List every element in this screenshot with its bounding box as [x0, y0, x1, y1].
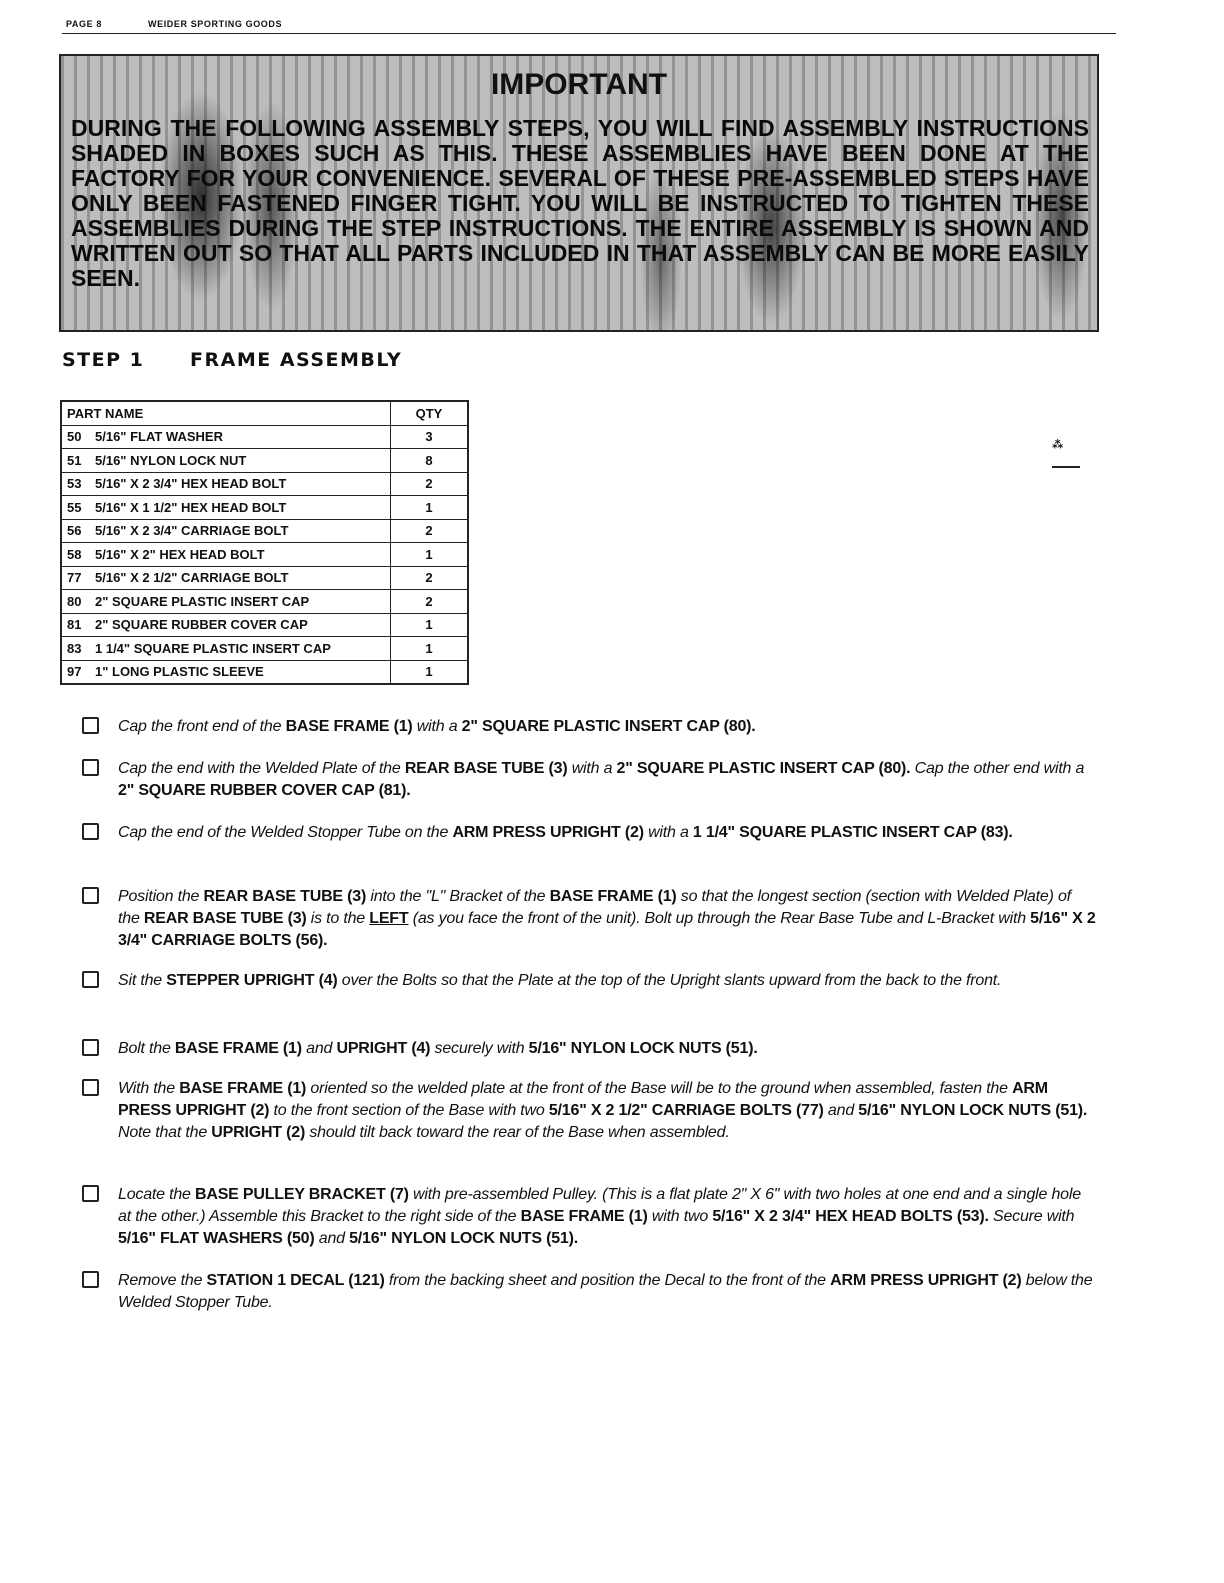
important-title: IMPORTANT: [490, 68, 668, 101]
instruction-part-ref: REAR BASE TUBE (3): [143, 910, 307, 927]
instruction-phrase: Sit the: [118, 972, 167, 989]
instruction-phrase: and: [823, 1102, 859, 1119]
instruction-phrase: with two: [647, 1208, 713, 1225]
instruction-part-ref: 5/16" X 2 3/4" HEX HEAD BOLTS (53).: [712, 1208, 989, 1225]
instruction-part-ref: BASE FRAME (1): [285, 718, 413, 735]
parts-table-header: [61, 401, 468, 425]
instruction-part-ref: 5/16" FLAT WASHERS (50): [118, 1230, 315, 1247]
instruction-phrase: with a: [643, 824, 693, 841]
step-title: FRAME ASSEMBLY: [190, 349, 403, 371]
instruction-part-ref: ARM PRESS UPRIGHT (2): [118, 1080, 1048, 1119]
part-name-cell: [61, 543, 391, 567]
part-row: [61, 637, 468, 661]
instruction-part-ref: LEFT: [369, 910, 409, 927]
part-name-cell: [61, 660, 391, 684]
instruction-part-ref: REAR BASE TUBE (3): [404, 760, 568, 777]
page-number: PAGE 8: [66, 19, 102, 29]
instruction-part-ref: UPRIGHT (4): [336, 1040, 431, 1057]
part-name: 5/16" X 2 3/4" HEX HEAD BOLT: [95, 476, 287, 492]
instruction-part-ref: ARM PRESS UPRIGHT (2): [452, 824, 644, 841]
instruction-item: [82, 822, 1096, 844]
instruction-phrase: oriented so the welded plate at the front of the Base will be to the ground when assembled, fasten the: [306, 1080, 1013, 1097]
part-name-header: PART NAME: [61, 401, 391, 425]
part-name-cell: [61, 590, 391, 614]
instruction-checkbox[interactable]: [82, 887, 99, 904]
part-name-cell: [61, 449, 391, 473]
instruction-text: [118, 1184, 1096, 1250]
part-name: 5/16" X 2" HEX HEAD BOLT: [95, 546, 265, 562]
part-number: 53: [67, 476, 82, 492]
instruction-part-ref: 2" SQUARE PLASTIC INSERT CAP (80).: [616, 760, 911, 777]
instruction-part-ref: STATION 1 DECAL (121): [206, 1272, 385, 1289]
part-name-cell: [61, 496, 391, 520]
instruction-checkbox[interactable]: [82, 1271, 99, 1288]
parts-table: [60, 400, 469, 685]
part-row: [61, 590, 468, 614]
instruction-phrase: Note that the: [118, 1124, 212, 1141]
important-body: DURING THE FOLLOWING ASSEMBLY STEPS, YOU WILL FIND ASSEMBLY INSTRUCTIONS SHADED IN BOXES SUCH AS THIS. THESE ASSEMBLIES HAVE BEEN DONE AT THE FACTORY FOR YOUR CONVENIENCE. SEVERAL OF THESE PRE-ASSEMBLED STEPS HAVE ONLY BEEN FASTENED FINGER TIGHT. YOU WILL BE INSTRUCTED TO TIGHTEN THESE ASSEMBLIES DURING THE STEP INSTRUCTIONS. THE ENTIRE ASSEMBLY IS SHOWN AND WRITTEN OUT SO THAT ALL PARTS INCLUDED IN THAT ASSEMBLY CAN BE MORE EASILY SEEN.: [71, 115, 1089, 291]
instruction-part-ref: 5/16" NYLON LOCK NUTS (51).: [528, 1040, 758, 1057]
instruction-part-ref: 5/16" NYLON LOCK NUTS (51).: [349, 1230, 578, 1247]
important-notice-box: [59, 54, 1099, 332]
instruction-part-ref: 5/16" X 2 3/4" CARRIAGE BOLTS (56).: [118, 910, 1096, 949]
part-row: [61, 496, 468, 520]
part-qty: 1: [391, 496, 469, 520]
instruction-text: [118, 716, 1096, 738]
instruction-phrase: with a: [567, 760, 617, 777]
instruction-phrase: over the Bolts so that the Plate at the top of the Upright slants upward from the back to the front.: [337, 972, 1002, 989]
part-name-cell: [61, 613, 391, 637]
instruction-phrase: with pre-assembled Pulley. (This is a flat plate 2" X 6" with two holes at one end and a single hole at the other.) Assemble this Bracket to the right side of the: [118, 1186, 1081, 1225]
instruction-part-ref: UPRIGHT (2): [211, 1124, 306, 1141]
instruction-phrase: to the front section of the Base with two: [269, 1102, 549, 1119]
part-qty: 2: [391, 590, 469, 614]
part-qty: 2: [391, 472, 469, 496]
instruction-part-ref: ARM PRESS UPRIGHT (2): [830, 1272, 1022, 1289]
instruction-phrase: with a: [412, 718, 462, 735]
instruction-phrase: (as you face the front of the unit). Bolt up through the Rear Base Tube and L-Bracket with: [408, 910, 1031, 927]
part-name-cell: [61, 472, 391, 496]
part-row: [61, 613, 468, 637]
instruction-phrase: With the: [118, 1080, 180, 1097]
part-number: 77: [67, 570, 82, 586]
instruction-item: [82, 970, 1096, 992]
part-number: 81: [67, 617, 82, 633]
part-number: 55: [67, 499, 82, 515]
instruction-text: [118, 822, 1096, 844]
part-qty: 2: [391, 519, 469, 543]
instruction-part-ref: BASE FRAME (1): [520, 1208, 648, 1225]
margin-mark-line: [1052, 466, 1080, 468]
company-name: WEIDER SPORTING GOODS: [148, 19, 283, 29]
margin-mark: ⁂: [1052, 439, 1064, 451]
instruction-checkbox[interactable]: [82, 1079, 99, 1096]
part-qty: 1: [391, 660, 469, 684]
instruction-phrase: Position the: [118, 888, 204, 905]
instruction-phrase: and: [314, 1230, 350, 1247]
part-qty: 1: [391, 637, 469, 661]
instruction-checkbox[interactable]: [82, 717, 99, 734]
instruction-item: [82, 1184, 1096, 1250]
part-number: 83: [67, 640, 82, 656]
part-name-cell: [61, 566, 391, 590]
part-name: 2" SQUARE PLASTIC INSERT CAP: [95, 593, 310, 609]
instruction-phrase: below the Welded Stopper Tube.: [118, 1272, 1093, 1311]
part-qty: 8: [391, 449, 469, 473]
part-row: [61, 472, 468, 496]
part-name: 5/16" X 2 1/2" CARRIAGE BOLT: [95, 570, 289, 586]
step-number: STEP 1: [62, 349, 145, 371]
instruction-item: [82, 1270, 1096, 1314]
instruction-text: [118, 970, 1096, 992]
instruction-phrase: Cap the other end with a: [910, 760, 1085, 777]
instruction-item: [82, 1038, 1096, 1060]
part-name: 1" LONG PLASTIC SLEEVE: [95, 664, 264, 680]
instruction-phrase: securely with: [430, 1040, 529, 1057]
instruction-part-ref: BASE FRAME (1): [174, 1040, 302, 1057]
instruction-part-ref: 1 1/4" SQUARE PLASTIC INSERT CAP (83).: [692, 824, 1013, 841]
instruction-part-ref: BASE FRAME (1): [179, 1080, 307, 1097]
instruction-checkbox[interactable]: [82, 759, 99, 776]
step-heading: [62, 349, 402, 371]
part-row: [61, 449, 468, 473]
part-qty: 3: [391, 425, 469, 449]
instruction-checkbox[interactable]: [82, 1185, 99, 1202]
part-number: 58: [67, 546, 82, 562]
instruction-text: [118, 758, 1096, 802]
instruction-checkbox[interactable]: [82, 971, 99, 988]
part-name: 1 1/4" SQUARE PLASTIC INSERT CAP: [95, 640, 331, 656]
part-qty: 2: [391, 566, 469, 590]
part-number: 56: [67, 523, 82, 539]
instruction-part-ref: 2" SQUARE RUBBER COVER CAP (81).: [118, 782, 411, 799]
instruction-phrase: Cap the front end of the: [118, 718, 286, 735]
part-name: 5/16" FLAT WASHER: [95, 429, 223, 445]
part-qty: 1: [391, 613, 469, 637]
instruction-checkbox[interactable]: [82, 1039, 99, 1056]
part-row: [61, 566, 468, 590]
part-row: [61, 425, 468, 449]
part-name: 2" SQUARE RUBBER COVER CAP: [95, 617, 308, 633]
instruction-phrase: and: [301, 1040, 337, 1057]
instruction-phrase: is to the: [306, 910, 370, 927]
instruction-part-ref: 2" SQUARE PLASTIC INSERT CAP (80).: [461, 718, 756, 735]
instruction-phrase: Bolt the: [118, 1040, 175, 1057]
part-name: 5/16" X 2 3/4" CARRIAGE BOLT: [95, 523, 289, 539]
instruction-item: [82, 758, 1096, 802]
instruction-part-ref: BASE PULLEY BRACKET (7): [194, 1186, 409, 1203]
part-name-cell: [61, 637, 391, 661]
part-name-cell: [61, 425, 391, 449]
part-row: [61, 660, 468, 684]
instruction-text: [118, 1078, 1096, 1144]
part-qty: 1: [391, 543, 469, 567]
instruction-part-ref: 5/16" X 2 1/2" CARRIAGE BOLTS (77): [548, 1102, 824, 1119]
instruction-part-ref: STEPPER UPRIGHT (4): [166, 972, 338, 989]
part-row: [61, 543, 468, 567]
instruction-text: [118, 1038, 1096, 1060]
part-name-cell: [61, 519, 391, 543]
part-name: 5/16" NYLON LOCK NUT: [95, 452, 247, 468]
instruction-phrase: Locate the: [118, 1186, 195, 1203]
qty-header: QTY: [391, 401, 469, 425]
instruction-phrase: should tilt back toward the rear of the Base when assembled.: [305, 1124, 730, 1141]
instruction-checkbox[interactable]: [82, 823, 99, 840]
parts-table-body: [61, 425, 468, 684]
part-number: 97: [67, 664, 82, 680]
part-name: 5/16" X 1 1/2" HEX HEAD BOLT: [95, 499, 287, 515]
page-header: [62, 19, 1116, 34]
instruction-part-ref: 5/16" NYLON LOCK NUTS (51).: [858, 1102, 1088, 1119]
instruction-item: [82, 716, 1096, 738]
instruction-text: [118, 1270, 1096, 1314]
instruction-part-ref: REAR BASE TUBE (3): [203, 888, 367, 905]
instruction-phrase: Cap the end with the Welded Plate of the: [118, 760, 405, 777]
instruction-phrase: into the "L" Bracket of the: [366, 888, 550, 905]
instruction-item: [82, 1078, 1096, 1144]
part-number: 80: [67, 593, 82, 609]
instruction-part-ref: BASE FRAME (1): [549, 888, 677, 905]
part-row: [61, 519, 468, 543]
instruction-phrase: from the backing sheet and position the Decal to the front of the: [384, 1272, 831, 1289]
instruction-phrase: Secure with: [988, 1208, 1075, 1225]
instruction-text: [118, 886, 1096, 952]
instruction-phrase: Cap the end of the Welded Stopper Tube on the: [118, 824, 453, 841]
part-number: 51: [67, 452, 82, 468]
part-number: 50: [67, 429, 82, 445]
instruction-item: [82, 886, 1096, 952]
instruction-phrase: so that the longest section (section with Welded Plate) of the: [118, 888, 1071, 927]
instruction-phrase: Remove the: [118, 1272, 207, 1289]
